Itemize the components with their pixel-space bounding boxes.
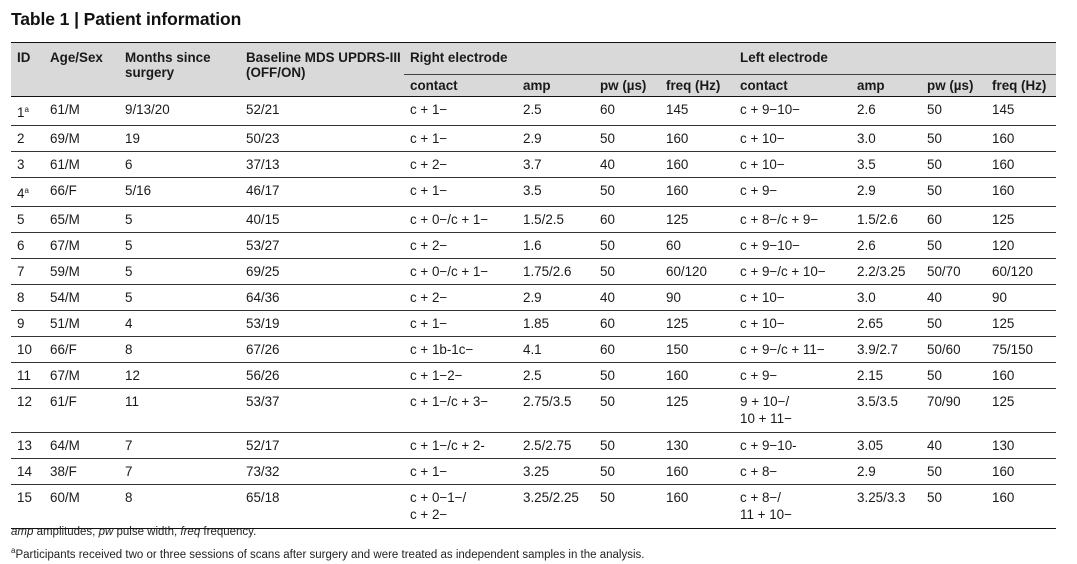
cell-left-contact: 9 + 10−/ 10 + 11− [734, 389, 851, 433]
cell-age-sex: 61/M [44, 97, 119, 126]
cell-right-contact: c + 2− [404, 285, 517, 311]
cell-months: 8 [119, 485, 240, 529]
cell-right-freq: 60 [660, 233, 734, 259]
header-left-pw: pw (µs) [921, 75, 986, 97]
cell-left-pw: 40 [921, 285, 986, 311]
cell-left-contact: c + 10− [734, 126, 851, 152]
cell-right-pw: 60 [594, 207, 660, 233]
cell-left-amp: 3.05 [851, 433, 921, 459]
table-row [11, 389, 1056, 433]
cell-baseline: 64/36 [240, 285, 404, 311]
cell-right-amp: 2.5 [517, 97, 594, 126]
cell-age-sex: 61/F [44, 389, 119, 433]
cell-right-amp: 2.5 [517, 363, 594, 389]
cell-right-freq: 160 [660, 459, 734, 485]
footnote-abbrev-text: pulse width, [113, 526, 180, 538]
cell-right-pw: 60 [594, 97, 660, 126]
cell-id: 6 [11, 233, 44, 259]
cell-months: 5 [119, 259, 240, 285]
header-right-pw: pw (µs) [594, 75, 660, 97]
cell-right-freq: 160 [660, 126, 734, 152]
cell-left-amp: 3.25/3.3 [851, 485, 921, 529]
cell-right-amp: 2.9 [517, 126, 594, 152]
cell-age-sex: 66/F [44, 178, 119, 207]
cell-id: 2 [11, 126, 44, 152]
cell-age-sex: 69/M [44, 126, 119, 152]
cell-right-contact: c + 1−2− [404, 363, 517, 389]
cell-left-amp: 3.5 [851, 152, 921, 178]
cell-months: 5 [119, 285, 240, 311]
cell-right-freq: 90 [660, 285, 734, 311]
cell-left-freq: 75/150 [986, 337, 1056, 363]
cell-months: 5 [119, 207, 240, 233]
cell-right-contact: c + 0−1−/ c + 2− [404, 485, 517, 529]
cell-right-pw: 40 [594, 285, 660, 311]
cell-right-contact: c + 1b-1c− [404, 337, 517, 363]
cell-right-freq: 160 [660, 363, 734, 389]
cell-left-pw: 50/70 [921, 259, 986, 285]
cell-right-contact: c + 1− [404, 97, 517, 126]
table-header [11, 43, 1056, 97]
cell-left-contact: c + 8−/c + 9− [734, 207, 851, 233]
cell-right-pw: 50 [594, 178, 660, 207]
cell-baseline: 53/37 [240, 389, 404, 433]
cell-left-freq: 125 [986, 207, 1056, 233]
cell-right-pw: 50 [594, 233, 660, 259]
cell-left-freq: 90 [986, 285, 1056, 311]
cell-left-freq: 145 [986, 97, 1056, 126]
cell-left-freq: 160 [986, 363, 1056, 389]
cell-right-pw: 50 [594, 389, 660, 433]
cell-right-amp: 3.7 [517, 152, 594, 178]
cell-left-freq: 125 [986, 311, 1056, 337]
cell-right-freq: 130 [660, 433, 734, 459]
header-left-freq: freq (Hz) [986, 75, 1056, 97]
cell-left-pw: 50 [921, 233, 986, 259]
cell-left-amp: 3.9/2.7 [851, 337, 921, 363]
cell-left-amp: 3.5/3.5 [851, 389, 921, 433]
cell-right-contact: c + 1− [404, 178, 517, 207]
footnote-abbreviations [11, 524, 644, 542]
cell-right-freq: 145 [660, 97, 734, 126]
cell-right-freq: 160 [660, 485, 734, 529]
cell-age-sex: 64/M [44, 433, 119, 459]
cell-right-freq: 125 [660, 207, 734, 233]
cell-months: 11 [119, 389, 240, 433]
cell-right-amp: 4.1 [517, 337, 594, 363]
cell-left-freq: 120 [986, 233, 1056, 259]
header-left-amp: amp [851, 75, 921, 97]
cell-left-freq: 60/120 [986, 259, 1056, 285]
cell-months: 12 [119, 363, 240, 389]
cell-left-amp: 2.2/3.25 [851, 259, 921, 285]
cell-baseline: 52/21 [240, 97, 404, 126]
header-right-amp: amp [517, 75, 594, 97]
cell-left-contact: c + 10− [734, 285, 851, 311]
cell-right-amp: 3.25/2.25 [517, 485, 594, 529]
table-row [11, 152, 1056, 178]
footnote-a-marker: a [11, 546, 15, 555]
cell-age-sex: 60/M [44, 485, 119, 529]
cell-id: 5 [11, 207, 44, 233]
table-footnotes [11, 524, 644, 564]
cell-baseline: 37/13 [240, 152, 404, 178]
cell-baseline: 50/23 [240, 126, 404, 152]
cell-right-amp: 1.5/2.5 [517, 207, 594, 233]
cell-id: 3 [11, 152, 44, 178]
cell-right-amp: 3.25 [517, 459, 594, 485]
cell-right-amp: 2.9 [517, 285, 594, 311]
cell-right-freq: 160 [660, 178, 734, 207]
table-row [11, 207, 1056, 233]
cell-months: 7 [119, 433, 240, 459]
cell-right-contact: c + 2− [404, 233, 517, 259]
table-row [11, 363, 1056, 389]
cell-left-amp: 2.9 [851, 459, 921, 485]
cell-left-amp: 2.65 [851, 311, 921, 337]
cell-baseline: 69/25 [240, 259, 404, 285]
cell-id: 4$^a$ [11, 178, 44, 207]
cell-left-freq: 125 [986, 389, 1056, 433]
cell-baseline: 40/15 [240, 207, 404, 233]
cell-months: 5 [119, 233, 240, 259]
cell-age-sex: 66/F [44, 337, 119, 363]
cell-right-contact: c + 1− [404, 459, 517, 485]
cell-left-pw: 70/90 [921, 389, 986, 433]
cell-right-amp: 1.75/2.6 [517, 259, 594, 285]
table-row [11, 126, 1056, 152]
table-row [11, 459, 1056, 485]
footnote-marker: a [24, 186, 28, 195]
cell-left-contact: c + 9− [734, 363, 851, 389]
table-body [11, 97, 1056, 529]
cell-left-contact: c + 9−10− [734, 97, 851, 126]
cell-left-pw: 50 [921, 152, 986, 178]
cell-months: 19 [119, 126, 240, 152]
cell-age-sex: 67/M [44, 233, 119, 259]
cell-left-contact: c + 9−/c + 11− [734, 337, 851, 363]
cell-left-pw: 50 [921, 459, 986, 485]
table-row [11, 259, 1056, 285]
cell-right-pw: 60 [594, 311, 660, 337]
cell-id: 8 [11, 285, 44, 311]
cell-left-freq: 160 [986, 485, 1056, 529]
cell-left-contact: c + 9−/c + 10− [734, 259, 851, 285]
cell-age-sex: 51/M [44, 311, 119, 337]
cell-left-freq: 130 [986, 433, 1056, 459]
cell-left-amp: 2.9 [851, 178, 921, 207]
cell-right-amp: 2.5/2.75 [517, 433, 594, 459]
header-left-electrode: Left electrode [734, 43, 1056, 75]
table-row [11, 178, 1056, 207]
cell-left-pw: 50 [921, 485, 986, 529]
table-row [11, 337, 1056, 363]
cell-left-pw: 50 [921, 97, 986, 126]
footnote-abbrev-term: pw [99, 526, 114, 538]
header-left-contact: contact [734, 75, 851, 97]
cell-id: 13 [11, 433, 44, 459]
header-months-since-surgery: Months since surgery [119, 43, 240, 97]
cell-left-freq: 160 [986, 126, 1056, 152]
cell-right-amp: 1.6 [517, 233, 594, 259]
cell-age-sex: 59/M [44, 259, 119, 285]
cell-months: 9/13/20 [119, 97, 240, 126]
cell-left-freq: 160 [986, 152, 1056, 178]
table-row [11, 311, 1056, 337]
cell-right-contact: c + 2− [404, 152, 517, 178]
cell-baseline: 53/19 [240, 311, 404, 337]
cell-age-sex: 54/M [44, 285, 119, 311]
cell-left-pw: 40 [921, 433, 986, 459]
cell-right-freq: 125 [660, 389, 734, 433]
cell-right-pw: 40 [594, 152, 660, 178]
cell-left-freq: 160 [986, 178, 1056, 207]
cell-id: 15 [11, 485, 44, 529]
cell-right-contact: c + 1−/c + 3− [404, 389, 517, 433]
cell-left-amp: 2.15 [851, 363, 921, 389]
cell-left-contact: c + 9−10- [734, 433, 851, 459]
cell-left-pw: 50/60 [921, 337, 986, 363]
cell-id: 14 [11, 459, 44, 485]
cell-left-amp: 2.6 [851, 97, 921, 126]
cell-right-contact: c + 1− [404, 126, 517, 152]
cell-id: 1$^a$ [11, 97, 44, 126]
cell-right-contact: c + 0−/c + 1− [404, 259, 517, 285]
header-baseline-mds: Baseline MDS UPDRS-III (OFF/ON) [240, 43, 404, 97]
table-row [11, 233, 1056, 259]
cell-baseline: 46/17 [240, 178, 404, 207]
cell-left-amp: 2.6 [851, 233, 921, 259]
table-title: Table 1 | Patient information [11, 9, 241, 30]
cell-right-pw: 50 [594, 485, 660, 529]
cell-baseline: 65/18 [240, 485, 404, 529]
cell-age-sex: 65/M [44, 207, 119, 233]
cell-left-amp: 3.0 [851, 126, 921, 152]
cell-age-sex: 38/F [44, 459, 119, 485]
cell-left-contact: c + 8− [734, 459, 851, 485]
cell-right-contact: c + 1−/c + 2- [404, 433, 517, 459]
cell-months: 6 [119, 152, 240, 178]
cell-id: 12 [11, 389, 44, 433]
cell-id: 10 [11, 337, 44, 363]
cell-right-contact: c + 1− [404, 311, 517, 337]
cell-left-pw: 50 [921, 363, 986, 389]
cell-left-pw: 60 [921, 207, 986, 233]
cell-baseline: 67/26 [240, 337, 404, 363]
cell-left-pw: 50 [921, 126, 986, 152]
cell-months: 5/16 [119, 178, 240, 207]
header-id: ID [11, 43, 44, 97]
footnote-abbrev-term: freq [180, 526, 200, 538]
cell-left-freq: 160 [986, 459, 1056, 485]
cell-right-amp: 3.5 [517, 178, 594, 207]
cell-left-pw: 50 [921, 311, 986, 337]
cell-left-contact: c + 9− [734, 178, 851, 207]
cell-baseline: 56/26 [240, 363, 404, 389]
cell-age-sex: 61/M [44, 152, 119, 178]
header-right-contact: contact [404, 75, 517, 97]
cell-right-pw: 50 [594, 363, 660, 389]
cell-right-pw: 50 [594, 459, 660, 485]
cell-left-contact: c + 9−10− [734, 233, 851, 259]
cell-id: 11 [11, 363, 44, 389]
cell-right-freq: 125 [660, 311, 734, 337]
table-row [11, 285, 1056, 311]
footnote-marker: a [24, 105, 28, 114]
patient-table-container [11, 42, 1056, 529]
cell-right-amp: 1.85 [517, 311, 594, 337]
cell-left-contact: c + 8−/ 11 + 10− [734, 485, 851, 529]
cell-left-amp: 3.0 [851, 285, 921, 311]
cell-left-amp: 1.5/2.6 [851, 207, 921, 233]
cell-right-pw: 60 [594, 337, 660, 363]
cell-id: 7 [11, 259, 44, 285]
cell-right-freq: 160 [660, 152, 734, 178]
cell-id: 9 [11, 311, 44, 337]
footnote-abbrev-term: amp [11, 526, 33, 538]
cell-age-sex: 67/M [44, 363, 119, 389]
patient-information-table [11, 42, 1056, 529]
table-row [11, 433, 1056, 459]
cell-right-pw: 50 [594, 259, 660, 285]
table-row [11, 97, 1056, 126]
footnote-abbrev-text: frequency. [200, 526, 256, 538]
table-row [11, 485, 1056, 529]
cell-right-pw: 50 [594, 126, 660, 152]
cell-right-freq: 60/120 [660, 259, 734, 285]
cell-months: 7 [119, 459, 240, 485]
cell-months: 8 [119, 337, 240, 363]
cell-left-contact: c + 10− [734, 311, 851, 337]
cell-right-contact: c + 0−/c + 1− [404, 207, 517, 233]
footnote-abbrev-text: amplitudes, [33, 526, 98, 538]
cell-baseline: 73/32 [240, 459, 404, 485]
cell-baseline: 53/27 [240, 233, 404, 259]
footnote-a-text: Participants received two or three sessions of scans after surgery and were treated as independent samples in the analysis. [15, 549, 644, 561]
cell-right-amp: 2.75/3.5 [517, 389, 594, 433]
header-age-sex: Age/Sex [44, 43, 119, 97]
cell-right-pw: 50 [594, 433, 660, 459]
cell-left-contact: c + 10− [734, 152, 851, 178]
cell-baseline: 52/17 [240, 433, 404, 459]
header-right-freq: freq (Hz) [660, 75, 734, 97]
cell-left-pw: 50 [921, 178, 986, 207]
cell-months: 4 [119, 311, 240, 337]
cell-right-freq: 150 [660, 337, 734, 363]
header-right-electrode: Right electrode [404, 43, 734, 75]
